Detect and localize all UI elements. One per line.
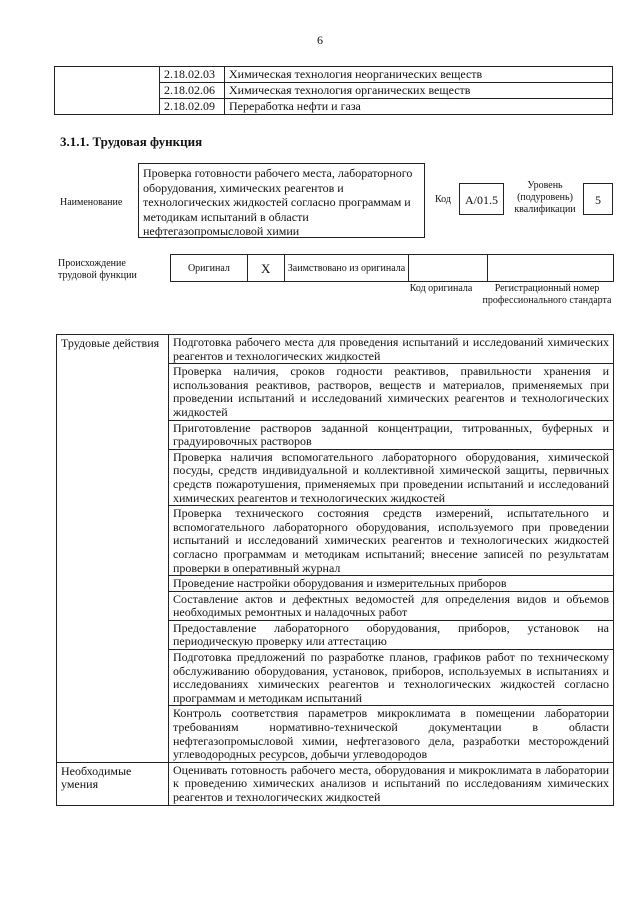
specialty-name: Химическая технология органических веществ	[225, 83, 613, 99]
labor-action: Подготовка рабочего места для проведения испытаний и исследований химических реагентов и технологических жидкостей	[169, 335, 614, 364]
origin-label: Происхождение трудовой функции	[58, 258, 137, 281]
borrowed-label: Заимствовано из оригинала	[284, 255, 409, 282]
level-box: 5	[583, 183, 613, 215]
table-row	[171, 255, 614, 282]
function-name-box: Проверка готовности рабочего места, лабораторного оборудования, химических реагентов и технологических жидкостей согласно программам и методикам испытаний в области нефтегазопромысловой химии	[138, 163, 425, 238]
labor-action: Проведение настройки оборудования и измерительных приборов	[169, 576, 614, 592]
specialties-table	[54, 66, 613, 115]
function-details-table	[56, 334, 614, 806]
skills-label: Необходимые умения	[57, 762, 169, 805]
labor-actions-label: Трудовые действия	[57, 335, 169, 763]
labor-action: Подготовка предложений по разработке планов, графиков работ по техническому обслуживанию оборудования, установок, приборов, используемых в испытаниях и исследованиях химических реагентов и технологических жидкостей согласно программам и методикам испытаний	[169, 650, 614, 706]
labor-action: Проверка технического состояния средств измерений, испытательного и вспомогательного лабораторного оборудования, используемого при проведении испытаний и исследований химических реагентов и технологических жидкостей согласно программам и методикам испытаний; внесение записей по результатам проверки в оперативный журнал	[169, 506, 614, 576]
code-caption: Код оригинала	[409, 283, 473, 294]
labor-action: Контроль соответствия параметров микроклимата в помещении лаборатории требованиям нормативно-технической документации в области нефтегазопромысловой химии, нефтегазового дела, разработки месторождений углеводородных ресурсов, добычи углеводородов	[169, 706, 614, 762]
specialty-code: 2.18.02.06	[160, 83, 225, 99]
registration-number-cell	[487, 255, 613, 282]
page-number: 6	[317, 33, 323, 47]
table-row	[55, 67, 613, 83]
labor-action: Проверка наличия, сроков годности реактивов, правильности хранения и использования реактивов, растворов, веществ и материалов, применяемых при проведении испытаний и исследований химических реагентов и технологических жидкостей	[169, 364, 614, 420]
origin-table	[170, 254, 614, 282]
section-heading: 3.1.1. Трудовая функция	[60, 134, 203, 149]
labor-action: Проверка наличия вспомогательного лабораторного оборудования, химической посуды, средств индивидуальной и коллективной химической защиты, первичных средств пожаротушения, применяемых при проведении испытаний и исследований химических реагентов и технологических жидкостей	[169, 449, 614, 505]
table-row	[57, 762, 614, 805]
original-code-cell	[409, 255, 488, 282]
function-code-box: A/01.5	[459, 183, 504, 215]
labor-action: Составление актов и дефектных ведомостей для определения видов и объемов необходимых ремонтных и наладочных работ	[169, 591, 614, 620]
specialty-code: 2.18.02.09	[160, 99, 225, 115]
table-row	[57, 335, 614, 364]
code-label: Код	[435, 194, 451, 205]
labor-action: Приготовление растворов заданной концентрации, титрованных, буферных и градуировочных растворов	[169, 420, 614, 449]
name-label: Наименование	[60, 197, 123, 208]
labor-action: Предоставление лабораторного оборудования, приборов, установок на периодическую проверку или аттестацию	[169, 620, 614, 649]
specialty-code: 2.18.02.03	[160, 67, 225, 83]
original-label: Оригинал	[171, 255, 248, 282]
original-mark: X	[247, 255, 284, 282]
specialty-name: Химическая технология неорганических веществ	[225, 67, 613, 83]
skill-item: Оценивать готовность рабочего места, оборудования и микроклимата в лаборатории к проведению химических анализов и испытаний по исследованиям химических реагентов и технологических жидкостей	[169, 762, 614, 805]
level-label: Уровень (подуровень) квалификации	[514, 180, 576, 215]
registration-caption: Регистрационный номер профессионального стандарта	[482, 283, 612, 306]
specialty-name: Переработка нефти и газа	[225, 99, 613, 115]
